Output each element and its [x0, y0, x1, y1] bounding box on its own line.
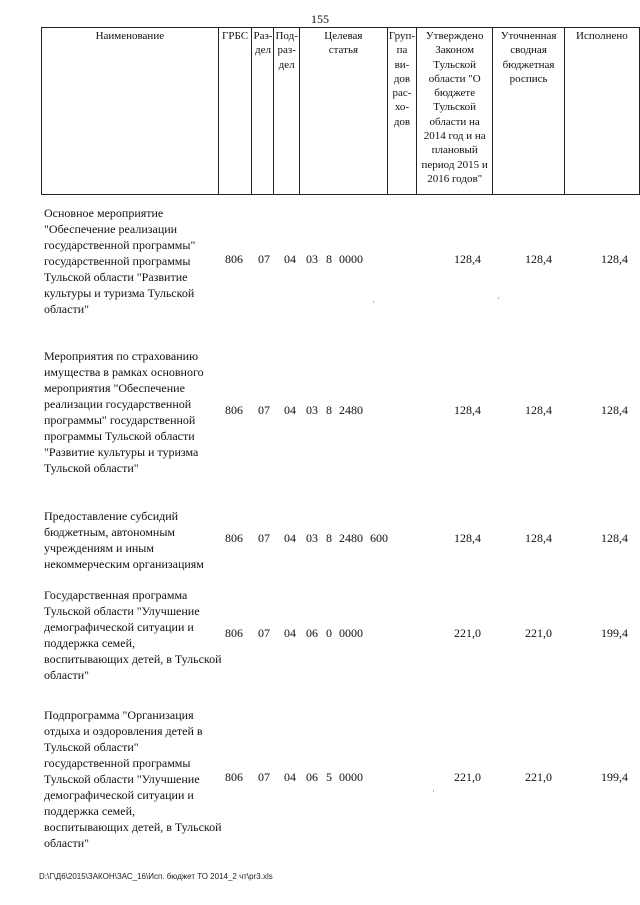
cell-executed: 199,4 [601, 626, 628, 640]
cell-target-2: 8 [326, 403, 332, 417]
cell-executed: 128,4 [601, 531, 628, 545]
cell-grbs: 806 [225, 531, 243, 545]
scan-speck: · [372, 297, 375, 307]
row-name: Предоставление субсидий бюджетным, автономным учреждениям и иным некоммерческим организациям [44, 509, 204, 571]
cell-target-1: 03 [306, 403, 318, 417]
cell-target-3: 0000 [339, 252, 363, 266]
cell-grbs: 806 [225, 403, 243, 417]
row-name: Основное мероприятие "Обеспечение реализации государственной программы" государственной программы Тульской области "Развитие культуры и туризма Тульской области" [44, 206, 196, 316]
cell-target-1: 03 [306, 531, 318, 545]
cell-group: 600 [370, 531, 388, 545]
cell-grbs: 806 [225, 626, 243, 640]
row-name: Мероприятия по страхованию имущества в рамках основного мероприятия "Обеспечение реализации государственной программы" государственной программы Тульской области "Развитие культуры и туризма Тульской области" [44, 349, 204, 475]
cell-executed: 128,4 [601, 252, 628, 266]
header-razdel: Раз- дел [252, 28, 274, 195]
cell-podrazdel: 04 [284, 626, 296, 640]
cell-podrazdel: 04 [284, 403, 296, 417]
cell-approved: 128,4 [454, 252, 481, 266]
header-podrazdel: Под- раз- дел [274, 28, 299, 195]
header-target: Целевая статья [299, 28, 387, 195]
row-name: Подпрограмма "Организация отдыха и оздоровления детей в Тульской области" государственной программы Тульской области "Улучшение демографической ситуации и поддержка семей, воспитывающих детей, в Тульской области" [44, 708, 222, 850]
cell-refined: 221,0 [525, 770, 552, 784]
page-number: 155 [311, 12, 329, 26]
header-approved: Утверждено Законом Тульской области "О бюджете Тульской области на 2014 год и на плановый период 2015 и 2016 годов" [417, 28, 493, 195]
cell-approved: 221,0 [454, 626, 481, 640]
cell-target-3: 0000 [339, 626, 363, 640]
cell-refined: 221,0 [525, 626, 552, 640]
cell-target-2: 8 [326, 531, 332, 545]
cell-refined: 128,4 [525, 252, 552, 266]
header-executed: Исполнено [564, 28, 639, 195]
cell-podrazdel: 04 [284, 770, 296, 784]
cell-target-2: 5 [326, 770, 332, 784]
cell-target-3: 0000 [339, 770, 363, 784]
cell-podrazdel: 04 [284, 252, 296, 266]
cell-target-3: 2480 [339, 403, 363, 417]
cell-razdel: 07 [258, 626, 270, 640]
cell-podrazdel: 04 [284, 531, 296, 545]
header-name: Наименование [42, 28, 219, 195]
scan-speck: ˊ [497, 296, 500, 306]
cell-target-2: 8 [326, 252, 332, 266]
cell-grbs: 806 [225, 770, 243, 784]
cell-executed: 128,4 [601, 403, 628, 417]
cell-razdel: 07 [258, 770, 270, 784]
cell-target-1: 06 [306, 770, 318, 784]
cell-razdel: 07 [258, 403, 270, 417]
table-header [41, 27, 640, 195]
cell-approved: 128,4 [454, 531, 481, 545]
cell-grbs: 806 [225, 252, 243, 266]
row-name: Государственная программа Тульской области "Улучшение демографической ситуации и поддержка семей, воспитывающих детей, в Тульской области" [44, 588, 222, 682]
cell-target-1: 06 [306, 626, 318, 640]
cell-executed: 199,4 [601, 770, 628, 784]
file-path-footer: D:\Г\Д6\2015\ЗАКОН\ЗАС_16\Исп. бюджет ТО 2014_2 чт\pr3.xls [39, 872, 273, 881]
cell-target-1: 03 [306, 252, 318, 266]
header-group: Груп- па ви- дов рас- хо- дов [387, 28, 416, 195]
cell-target-3: 2480 [339, 531, 363, 545]
scan-speck: · [432, 786, 435, 796]
cell-target-2: 0 [326, 626, 332, 640]
cell-refined: 128,4 [525, 531, 552, 545]
cell-approved: 128,4 [454, 403, 481, 417]
cell-razdel: 07 [258, 531, 270, 545]
header-grbs: ГРБС [218, 28, 252, 195]
cell-refined: 128,4 [525, 403, 552, 417]
header-refined: Уточненная сводная бюджетная роспись [493, 28, 564, 195]
cell-razdel: 07 [258, 252, 270, 266]
cell-approved: 221,0 [454, 770, 481, 784]
